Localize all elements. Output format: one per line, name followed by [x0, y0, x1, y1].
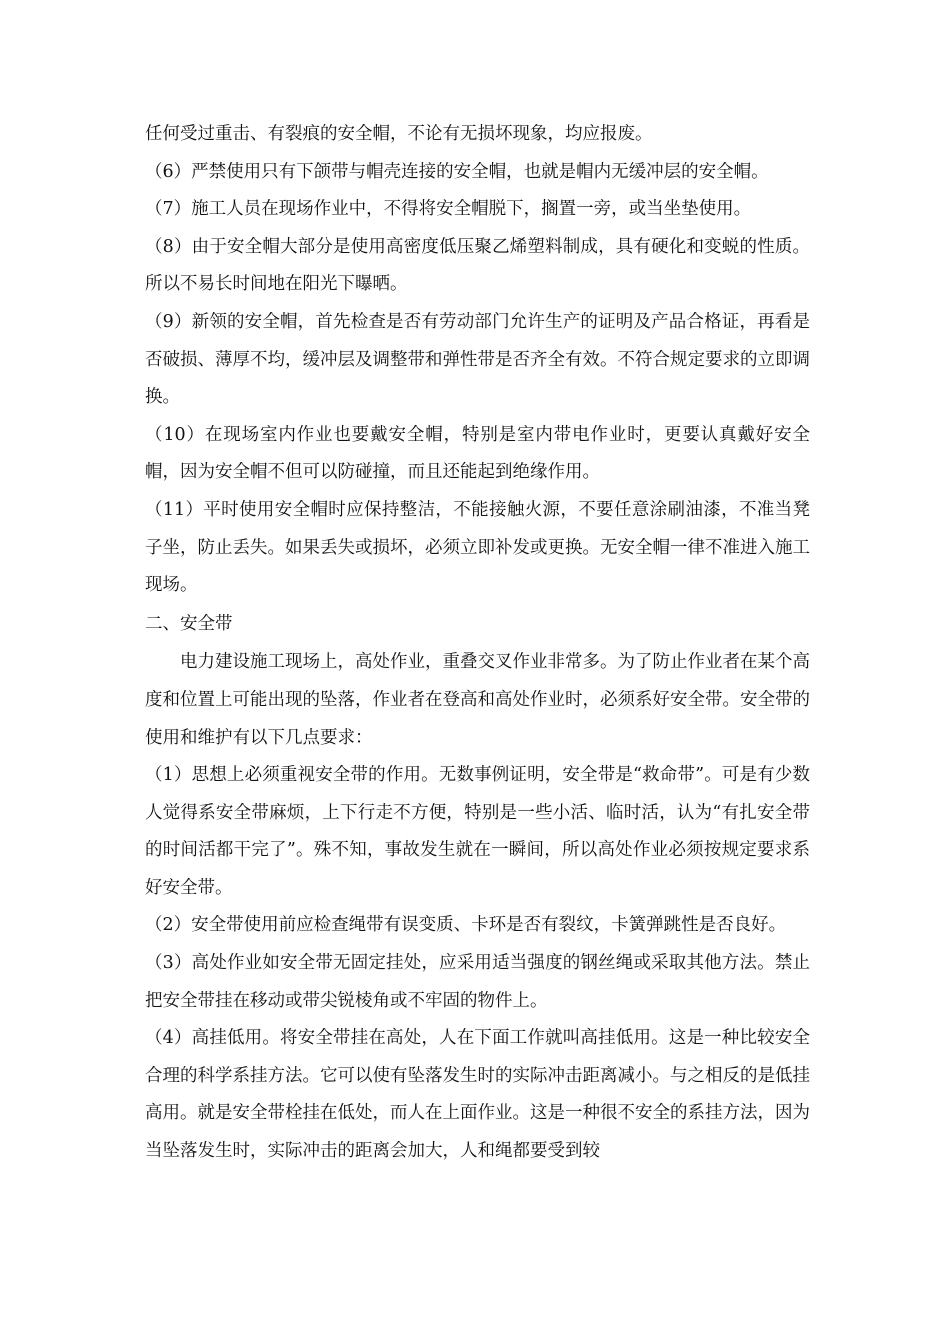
paragraph-helmet-item-6: （6）严禁使用只有下颌带与帽壳连接的安全帽，也就是帽内无缓冲层的安全帽。: [145, 161, 769, 182]
document-body: [145, 116, 810, 1171]
paragraph-helmet-item-9: （9）新领的安全帽，首先检查是否有劳动部门允许生产的证明及产品合格证，再看是否破损、薄厚不均，缓冲层及调整带和弹性带是否齐全有效。不符合规定要求的立即调换。: [145, 311, 810, 408]
paragraph-helmet-item-11: （11）平时使用安全帽时应保持整洁，不能接触火源，不要任意涂刷油漆，不准当凳子坐，防止丢失。如果丢失或损坏，必须立即补发或更换。无安全帽一律不准进入施工现场。: [145, 499, 810, 596]
section-heading-safety-belt: 二、安全带: [145, 613, 233, 634]
paragraph-belt-item-3: （3）高处作业如安全带无固定挂处，应采用适当强度的钢丝绳或采取其他方法。禁止把安全带挂在移动或带尖锐棱角或不牢固的物件上。: [145, 953, 810, 1011]
paragraph-helmet-item-8: （8）由于安全帽大部分是使用高密度低压聚乙烯塑料制成，具有硬化和变蜕的性质。所以不易长时间地在阳光下曝晒。: [145, 236, 810, 295]
paragraph-helmet-scrap: 任何受过重击、有裂痕的安全帽，不论有无损坏现象，均应报废。: [145, 124, 653, 144]
paragraph-helmet-item-10: （10）在现场室内作业也要戴安全帽，特别是室内带电作业时，更要认真戴好安全帽，因为安全帽不但可以防碰撞，而且还能起到绝缘作用。: [145, 424, 810, 483]
paragraph-belt-item-1: （1）思想上必须重视安全带的作用。无数事例证明，安全带是“救命带”。可是有少数人觉得系安全带麻烦，上下行走不方便，特别是一些小活、临时活，认为“有扎安全带的时间活都干完了”。殊不知，事故发生就在一瞬间，所以高处作业必须按规定要求系好安全带。: [145, 765, 810, 898]
paragraph-belt-item-4: （4）高挂低用。将安全带挂在高处，人在下面工作就叫高挂低用。这是一种比较安全合理的科学系挂方法。它可以使有坠落发生时的实际冲击距离减小。与之相反的是低挂高用。就是安全带栓挂在低处，而人在上面作业。这是一种很不安全的系挂方法，因为当坠落发生时，实际冲击的距离会加大，人和绳都要受到较: [145, 1028, 810, 1162]
paragraph-helmet-item-7: （7）施工人员在现场作业中，不得将安全帽脱下，搁置一旁，或当坐垫使用。: [145, 199, 752, 220]
paragraph-belt-item-2: （2）安全带使用前应检查绳带有误变质、卡环是否有裂纹，卡簧弹跳性是否良好。: [145, 915, 787, 936]
paragraph-belt-intro: 电力建设施工现场上，高处作业，重叠交叉作业非常多。为了防止作业者在某个高度和位置上可能出现的坠落，作业者在登高和高处作业时，必须系好安全带。安全带的使用和维护有以下几点要求：: [145, 652, 810, 748]
